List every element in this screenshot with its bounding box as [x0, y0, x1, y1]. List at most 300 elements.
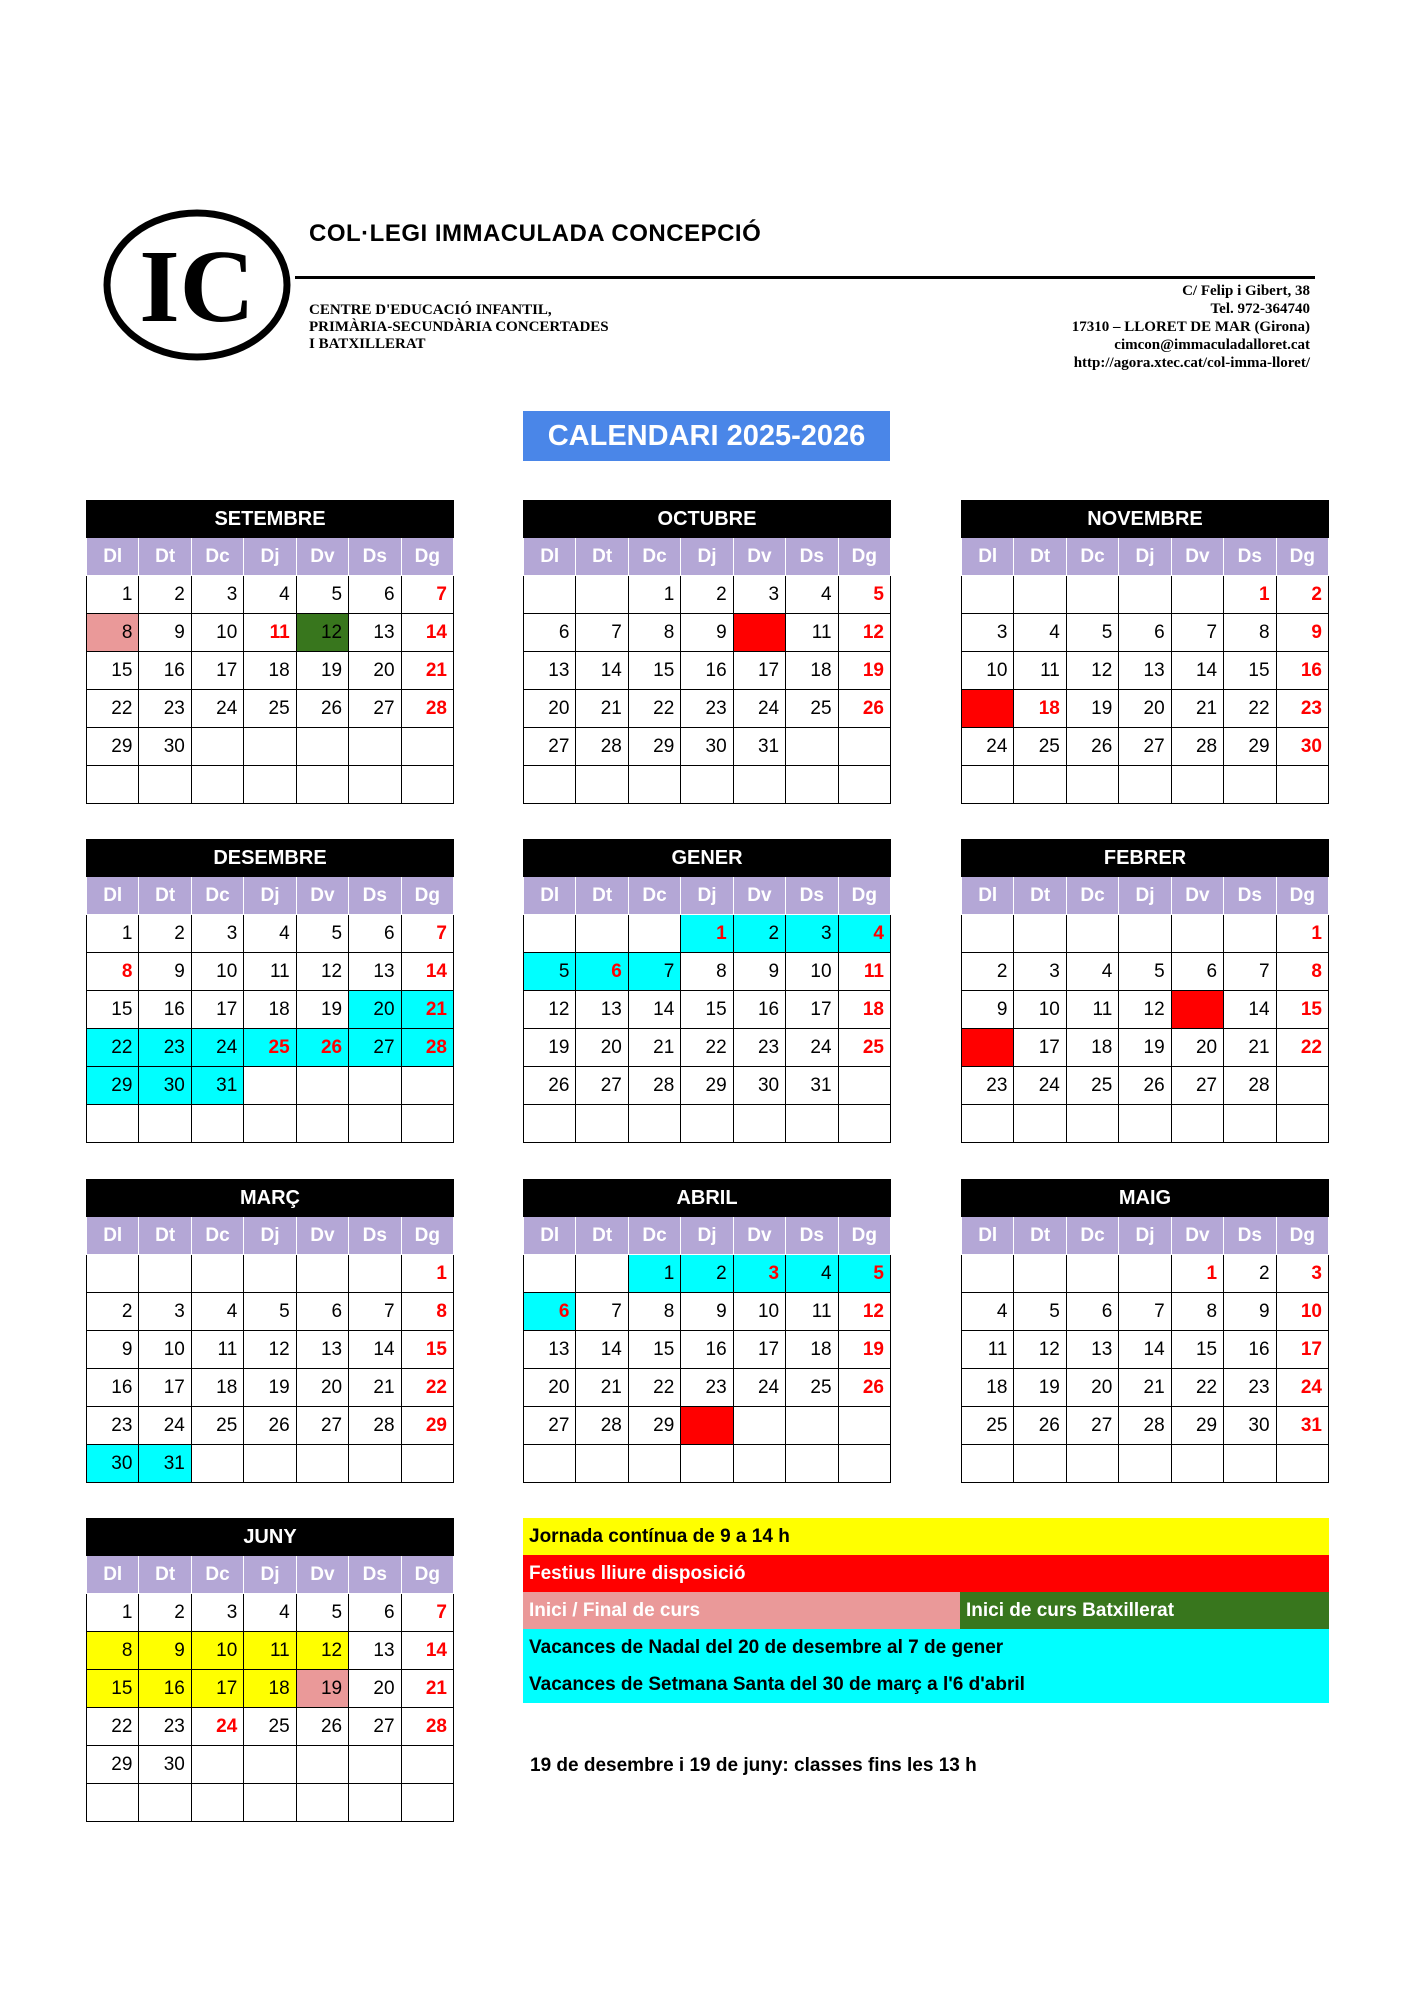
weekday-header: Ds [786, 1217, 838, 1255]
day-cell: 23 [962, 1067, 1014, 1105]
empty-cell [786, 1105, 838, 1143]
empty-cell [524, 766, 576, 804]
day-cell: 17 [191, 991, 243, 1029]
empty-cell [244, 728, 296, 766]
day-cell: 18 [786, 1331, 838, 1369]
day-cell: 6 [1171, 953, 1223, 991]
day-cell: 5 [1014, 1293, 1066, 1331]
day-cell: 22 [628, 690, 680, 728]
weekday-header: Dt [139, 877, 191, 915]
weekday-header: Ds [1224, 538, 1276, 576]
day-cell: 17 [1276, 1331, 1328, 1369]
weekday-header: Dl [962, 877, 1014, 915]
empty-cell [401, 1784, 453, 1822]
weekday-header: Dv [296, 538, 348, 576]
weekday-header: Dj [244, 1556, 296, 1594]
day-cell: 13 [1066, 1331, 1118, 1369]
day-cell: 8 [87, 1632, 139, 1670]
day-cell: 29 [401, 1407, 453, 1445]
weekday-header: Dl [962, 1217, 1014, 1255]
empty-cell [139, 1784, 191, 1822]
header-divider [295, 276, 1315, 279]
empty-cell [628, 915, 680, 953]
day-cell: 30 [139, 728, 191, 766]
empty-cell [786, 728, 838, 766]
empty-cell [349, 766, 401, 804]
empty-cell [349, 1445, 401, 1483]
day-cell: 19 [296, 1670, 348, 1708]
week-row [524, 991, 891, 1029]
day-cell: 26 [1119, 1067, 1171, 1105]
day-cell: 10 [733, 1293, 785, 1331]
day-cell: 14 [1119, 1331, 1171, 1369]
weekday-header: Dc [191, 1556, 243, 1594]
day-cell: 1 [628, 576, 680, 614]
day-cell: 12 [838, 614, 890, 652]
empty-cell [191, 1255, 243, 1293]
week-row [962, 576, 1329, 614]
day-cell: 30 [681, 728, 733, 766]
week-row [87, 1746, 454, 1784]
day-cell: 28 [1224, 1067, 1276, 1105]
empty-cell [1171, 576, 1223, 614]
day-cell: 1 [681, 915, 733, 953]
day-cell: 18 [191, 1369, 243, 1407]
day-cell: 20 [349, 1670, 401, 1708]
week-row [87, 690, 454, 728]
month-calendar [523, 1179, 891, 1483]
day-cell: 6 [524, 614, 576, 652]
day-cell: 2 [139, 576, 191, 614]
day-cell: 22 [87, 1708, 139, 1746]
day-cell: 21 [576, 690, 628, 728]
empty-cell [1119, 915, 1171, 953]
month-name: OCTUBRE [524, 501, 891, 538]
day-cell: 12 [296, 953, 348, 991]
day-cell: 1 [401, 1255, 453, 1293]
day-cell: 7 [1171, 614, 1223, 652]
day-cell: 23 [87, 1407, 139, 1445]
weekday-header: Dv [1171, 538, 1223, 576]
week-row [87, 1293, 454, 1331]
day-cell: 22 [87, 690, 139, 728]
empty-cell [1014, 915, 1066, 953]
empty-cell [962, 766, 1014, 804]
day-cell: 31 [786, 1067, 838, 1105]
weekday-header: Dg [401, 1556, 453, 1594]
empty-cell [628, 766, 680, 804]
day-cell: 25 [838, 1029, 890, 1067]
empty-cell [576, 766, 628, 804]
empty-cell [244, 1746, 296, 1784]
empty-cell [296, 1746, 348, 1784]
day-cell: 26 [1066, 728, 1118, 766]
day-cell: 17 [191, 1670, 243, 1708]
day-cell: 27 [349, 1029, 401, 1067]
empty-cell [786, 1445, 838, 1483]
week-row [962, 1445, 1329, 1483]
day-cell: 26 [296, 1029, 348, 1067]
empty-cell [349, 1067, 401, 1105]
day-cell: 22 [1276, 1029, 1328, 1067]
day-cell: 8 [628, 1293, 680, 1331]
empty-cell [524, 1105, 576, 1143]
empty-cell [139, 1255, 191, 1293]
day-cell: 26 [838, 1369, 890, 1407]
empty-cell [1066, 576, 1118, 614]
day-cell: 2 [87, 1293, 139, 1331]
empty-cell [1224, 1105, 1276, 1143]
empty-cell [786, 1407, 838, 1445]
day-cell: 25 [1014, 728, 1066, 766]
month-name: JUNY [87, 1519, 454, 1556]
weekday-header: Dt [1014, 1217, 1066, 1255]
empty-cell [576, 1445, 628, 1483]
day-cell: 25 [786, 690, 838, 728]
week-row [87, 953, 454, 991]
empty-cell [1066, 1105, 1118, 1143]
empty-cell [1224, 766, 1276, 804]
day-cell: 16 [139, 991, 191, 1029]
empty-cell [191, 766, 243, 804]
weekday-header: Dg [1276, 538, 1328, 576]
day-cell: 20 [296, 1369, 348, 1407]
day-cell: 17 [786, 991, 838, 1029]
empty-cell [401, 1746, 453, 1784]
schedule-note: 19 de desembre i 19 de juny: classes fins les 13 h [530, 1755, 977, 1776]
week-row [962, 1105, 1329, 1143]
day-cell: 6 [524, 1293, 576, 1331]
empty-cell [1276, 1445, 1328, 1483]
empty-cell [576, 576, 628, 614]
day-cell: 30 [139, 1067, 191, 1105]
day-cell: 17 [962, 690, 1014, 728]
weekday-header: Dc [1066, 1217, 1118, 1255]
day-cell: 13 [576, 991, 628, 1029]
day-cell: 27 [524, 1407, 576, 1445]
weekday-header: Dc [191, 1217, 243, 1255]
weekday-header: Dc [628, 1217, 680, 1255]
month-calendar [961, 839, 1329, 1143]
day-cell: 24 [962, 728, 1014, 766]
weekday-header: Dg [1276, 1217, 1328, 1255]
empty-cell [1014, 1255, 1066, 1293]
weekday-header: Ds [349, 877, 401, 915]
day-cell: 15 [628, 1331, 680, 1369]
week-row [87, 1407, 454, 1445]
day-cell: 18 [786, 652, 838, 690]
empty-cell [1014, 766, 1066, 804]
day-cell: 2 [139, 915, 191, 953]
day-cell: 27 [1066, 1407, 1118, 1445]
day-cell: 17 [191, 652, 243, 690]
weekday-header: Dt [576, 1217, 628, 1255]
day-cell: 15 [681, 991, 733, 1029]
legend-batxillerat-start: Inici de curs Batxillerat [960, 1592, 1329, 1629]
day-cell: 2 [681, 576, 733, 614]
empty-cell [838, 1067, 890, 1105]
empty-cell [191, 1445, 243, 1483]
day-cell: 19 [1014, 1369, 1066, 1407]
day-cell: 5 [244, 1293, 296, 1331]
legend-christmas-vacation: Vacances de Nadal del 20 de desembre al 7 de gener [523, 1629, 1329, 1666]
day-cell: 29 [1224, 728, 1276, 766]
day-cell: 12 [1119, 991, 1171, 1029]
empty-cell [244, 1445, 296, 1483]
day-cell: 15 [1276, 991, 1328, 1029]
week-row [87, 576, 454, 614]
day-cell: 26 [524, 1067, 576, 1105]
week-row [962, 1293, 1329, 1331]
empty-cell [1119, 1105, 1171, 1143]
day-cell: 28 [576, 728, 628, 766]
day-cell: 12 [1014, 1331, 1066, 1369]
day-cell: 14 [349, 1331, 401, 1369]
week-row [87, 1445, 454, 1483]
day-cell: 9 [1276, 614, 1328, 652]
weekday-header: Dj [244, 877, 296, 915]
day-cell: 3 [962, 614, 1014, 652]
month-calendar [86, 1179, 454, 1483]
day-cell: 7 [1119, 1293, 1171, 1331]
day-cell: 23 [139, 1029, 191, 1067]
day-cell: 23 [1224, 1369, 1276, 1407]
day-cell: 16 [87, 1369, 139, 1407]
weekday-header: Dt [1014, 877, 1066, 915]
week-row [962, 614, 1329, 652]
empty-cell [296, 1445, 348, 1483]
week-row [524, 1255, 891, 1293]
weekday-header: Ds [786, 877, 838, 915]
day-cell: 3 [786, 915, 838, 953]
day-cell: 22 [87, 1029, 139, 1067]
day-cell: 24 [733, 690, 785, 728]
day-cell: 19 [244, 1369, 296, 1407]
weekday-header: Dv [296, 1556, 348, 1594]
day-cell: 17 [139, 1369, 191, 1407]
weekday-header: Dl [87, 1556, 139, 1594]
day-cell: 7 [401, 915, 453, 953]
week-row [87, 915, 454, 953]
day-cell: 23 [733, 1029, 785, 1067]
day-cell: 24 [191, 1708, 243, 1746]
day-cell: 15 [628, 652, 680, 690]
day-cell: 11 [786, 614, 838, 652]
empty-cell [296, 1784, 348, 1822]
weekday-header: Ds [786, 538, 838, 576]
weekday-header: Dl [87, 877, 139, 915]
day-cell: 22 [401, 1369, 453, 1407]
day-cell: 19 [1066, 690, 1118, 728]
day-cell: 11 [244, 614, 296, 652]
weekday-header: Dc [1066, 538, 1118, 576]
empty-cell [87, 1784, 139, 1822]
day-cell: 21 [628, 1029, 680, 1067]
day-cell: 25 [191, 1407, 243, 1445]
day-cell: 15 [1171, 1331, 1223, 1369]
day-cell: 30 [87, 1445, 139, 1483]
week-row [87, 991, 454, 1029]
empty-cell [244, 766, 296, 804]
empty-cell [681, 1105, 733, 1143]
day-cell: 27 [349, 1708, 401, 1746]
day-cell: 6 [1119, 614, 1171, 652]
day-cell: 14 [628, 991, 680, 1029]
day-cell: 22 [1224, 690, 1276, 728]
day-cell: 20 [1066, 1369, 1118, 1407]
day-cell: 7 [401, 576, 453, 614]
day-cell: 30 [733, 1067, 785, 1105]
empty-cell [838, 1105, 890, 1143]
weekday-header: Dg [401, 1217, 453, 1255]
week-row [87, 1067, 454, 1105]
day-cell: 11 [244, 953, 296, 991]
empty-cell [349, 1255, 401, 1293]
empty-cell [1276, 766, 1328, 804]
day-cell: 24 [786, 1029, 838, 1067]
weekday-header: Dj [1119, 877, 1171, 915]
weekday-header: Ds [1224, 1217, 1276, 1255]
day-cell: 19 [296, 991, 348, 1029]
day-cell: 28 [401, 1029, 453, 1067]
day-cell: 23 [1276, 690, 1328, 728]
week-row [524, 1105, 891, 1143]
day-cell: 13 [349, 953, 401, 991]
week-row [962, 1331, 1329, 1369]
week-row [524, 1293, 891, 1331]
empty-cell [349, 1105, 401, 1143]
day-cell: 13 [349, 614, 401, 652]
day-cell: 23 [681, 690, 733, 728]
day-cell: 23 [139, 690, 191, 728]
legend [523, 1518, 1329, 1703]
day-cell: 1 [628, 1255, 680, 1293]
day-cell: 25 [1066, 1067, 1118, 1105]
empty-cell [962, 1445, 1014, 1483]
day-cell: 5 [838, 576, 890, 614]
weekday-header: Ds [1224, 877, 1276, 915]
day-cell: 2 [681, 1255, 733, 1293]
weekday-header: Dl [524, 1217, 576, 1255]
day-cell: 5 [838, 1255, 890, 1293]
day-cell: 18 [838, 991, 890, 1029]
day-cell: 12 [296, 1632, 348, 1670]
weekday-header: Dj [681, 1217, 733, 1255]
week-row [962, 915, 1329, 953]
day-cell: 27 [296, 1407, 348, 1445]
school-description [309, 302, 609, 353]
day-cell: 15 [87, 1670, 139, 1708]
empty-cell [296, 1067, 348, 1105]
legend-free-holidays: Festius lliure disposició [523, 1555, 1329, 1592]
day-cell: 14 [1224, 991, 1276, 1029]
month-calendar [961, 1179, 1329, 1483]
day-cell: 1 [87, 576, 139, 614]
day-cell: 8 [628, 614, 680, 652]
day-cell: 29 [87, 1746, 139, 1784]
empty-cell [1066, 915, 1118, 953]
month-calendar [523, 500, 891, 804]
empty-cell [838, 766, 890, 804]
day-cell: 2 [962, 953, 1014, 991]
day-cell: 29 [628, 728, 680, 766]
empty-cell [1014, 1445, 1066, 1483]
day-cell: 10 [191, 1632, 243, 1670]
day-cell: 7 [576, 1293, 628, 1331]
empty-cell [962, 1255, 1014, 1293]
day-cell: 30 [139, 1746, 191, 1784]
week-row [87, 1670, 454, 1708]
day-cell: 3 [733, 1255, 785, 1293]
week-row [524, 766, 891, 804]
empty-cell [401, 1445, 453, 1483]
day-cell: 19 [1119, 1029, 1171, 1067]
legend-easter-vacation: Vacances de Setmana Santa del 30 de març a l'6 d'abril [523, 1666, 1329, 1703]
empty-cell [962, 1105, 1014, 1143]
day-cell: 22 [628, 1369, 680, 1407]
description-line: I BATXILLERAT [309, 336, 426, 352]
week-row [87, 652, 454, 690]
day-cell: 21 [401, 1670, 453, 1708]
empty-cell [191, 1746, 243, 1784]
empty-cell [87, 766, 139, 804]
empty-cell [962, 915, 1014, 953]
weekday-header: Dt [576, 877, 628, 915]
empty-cell [681, 766, 733, 804]
day-cell: 29 [628, 1407, 680, 1445]
day-cell: 1 [1171, 1255, 1223, 1293]
day-cell: 30 [1224, 1407, 1276, 1445]
day-cell: 6 [1066, 1293, 1118, 1331]
month-name: FEBRER [962, 840, 1329, 877]
day-cell: 1 [87, 915, 139, 953]
day-cell: 31 [1276, 1407, 1328, 1445]
week-row [87, 728, 454, 766]
weekday-header: Dj [681, 877, 733, 915]
day-cell: 26 [296, 1708, 348, 1746]
weekday-header: Dl [87, 538, 139, 576]
empty-cell [139, 766, 191, 804]
empty-cell [401, 766, 453, 804]
day-cell: 19 [524, 1029, 576, 1067]
day-cell: 4 [244, 576, 296, 614]
day-cell: 16 [681, 1331, 733, 1369]
day-cell: 13 [524, 1331, 576, 1369]
day-cell: 4 [1014, 614, 1066, 652]
empty-cell [524, 1255, 576, 1293]
empty-cell [349, 728, 401, 766]
day-cell: 9 [139, 953, 191, 991]
week-row [87, 1632, 454, 1670]
week-row [962, 1369, 1329, 1407]
day-cell: 16 [1276, 652, 1328, 690]
weekday-header: Dt [139, 538, 191, 576]
day-cell: 11 [786, 1293, 838, 1331]
week-row [87, 766, 454, 804]
day-cell: 11 [191, 1331, 243, 1369]
day-cell: 4 [786, 1255, 838, 1293]
empty-cell [191, 728, 243, 766]
day-cell: 18 [244, 991, 296, 1029]
day-cell: 25 [962, 1407, 1014, 1445]
empty-cell [296, 728, 348, 766]
empty-cell [1066, 1445, 1118, 1483]
day-cell: 24 [191, 690, 243, 728]
empty-cell [401, 1105, 453, 1143]
day-cell: 25 [244, 1029, 296, 1067]
weekday-header: Dg [401, 877, 453, 915]
day-cell: 3 [191, 915, 243, 953]
